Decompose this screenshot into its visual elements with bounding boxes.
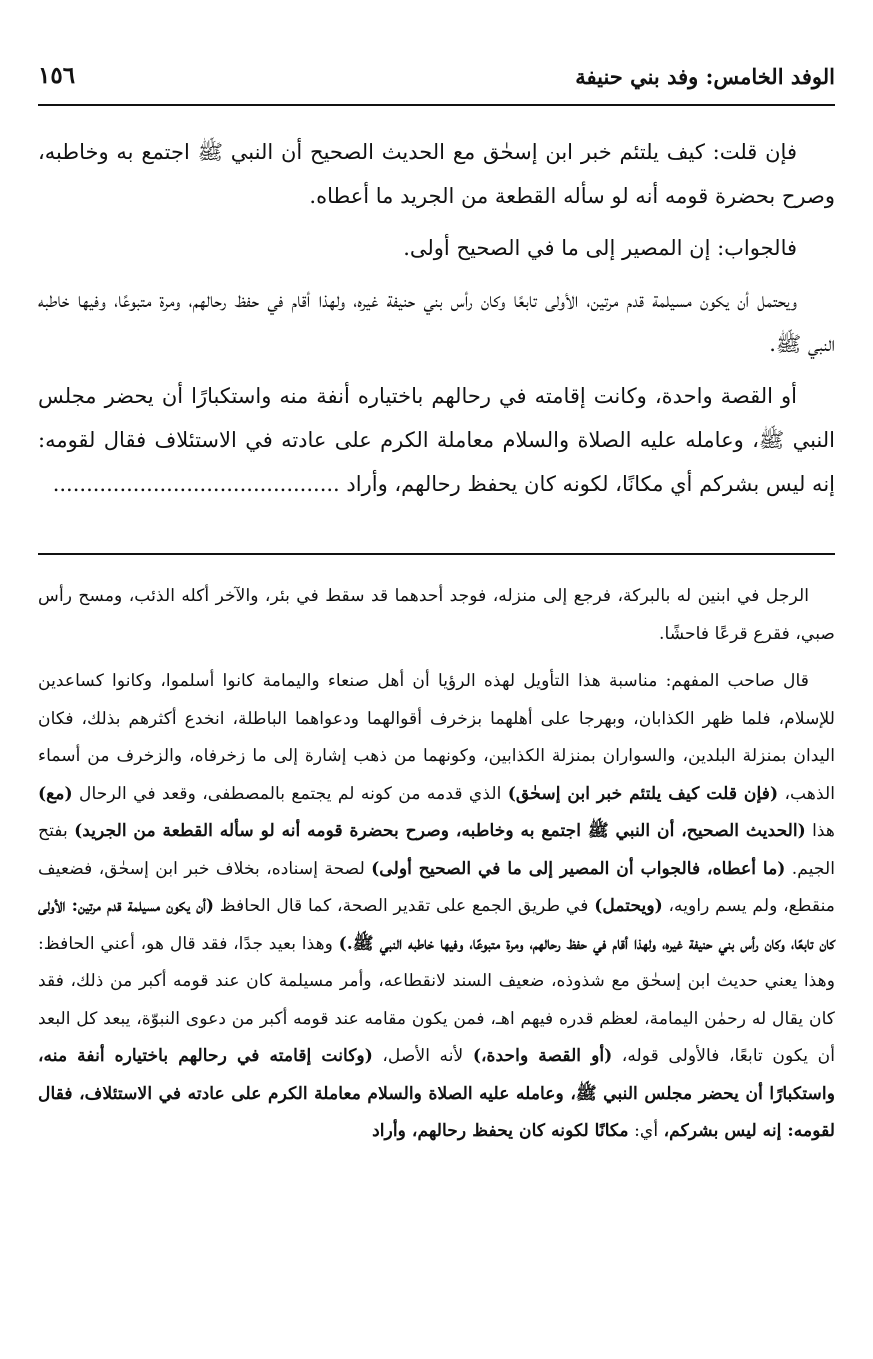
commentary-text-segment: وهذا بعيد جدًا، فقد قال هو، أعني الحافظ: وهذا يعني حديث ابن إسحٰق مع شذوذه، ضعيف السند لانقطاعه، وأمر مسيلمة كان عند قومه أكبر من ذلك، فقد كان يقال له رحمٰن اليمامة، لعظم قدره فيهم اهـ، فمن يكون مقامه عند قومه أكبر من دعوى النبوّة، يبعد كل البعد أن يكون تابعًا، فالأولى قوله، xyxy=(38,933,835,1066)
commentary-text-segment: لصحة إسناده، بخلاف خبر ابن إسحٰق، فضعيف منقطع، ولم يسم راويه، xyxy=(38,858,835,916)
running-title: الوفد الخامس: وفد بني حنيفة xyxy=(575,64,835,89)
commentary-quote: (فإن قلت كيف يلتئم خبر ابن إسحٰق) xyxy=(507,783,779,804)
main-paragraph-question: فإن قلت: كيف يلتئم خبر ابن إسحٰق مع الحديث الصحيح أن النبي ﷺ اجتمع به وخاطبه، وصرح بحضرة قومه أنه لو سأله القطعة من الجريد ما أعطاه. xyxy=(38,140,835,208)
commentary-quote: (ويحتمل) xyxy=(594,896,663,916)
commentary-quote: (مع) xyxy=(38,783,73,804)
commentary-text-segment: الذي قدمه من كونه لم يجتمع بالمصطفى، وقعد في الرحال xyxy=(72,783,508,804)
commentary-quote: (أو القصة واحدة،) xyxy=(472,1046,613,1066)
commentary-text-segment: بفتح الجيم. xyxy=(38,821,835,879)
commentary-text-segment: في طريق الجمع على تقدير الصحة، كما قال الحافظ xyxy=(214,896,595,916)
commentary-text-segment: هذا xyxy=(805,821,835,841)
main-paragraph-possibility: ويحتمل أن يكون مسيلمة قدم مرتين، الأولى تابعًا وكان رأس بني حنيفة غيره، ولهذا أقام في حفظ رحالهم، ومرة متبوعًا، وفيها خاطبه النبي ﷺ. xyxy=(38,288,835,356)
page-number: ١٥٦ xyxy=(38,62,76,89)
commentary-quote: (الحديث الصحيح، أن النبي ﷺ اجتمع به وخاطبه، وصرح بحضرة قومه أنه لو سأله القطعة من الجريد) xyxy=(74,821,806,841)
commentary-paragraph-2 xyxy=(38,663,835,1151)
commentary-quote: (وكانت إقامته في رحالهم باختياره أنفة منه، واستكبارًا أن يحضر مجلس النبي ﷺ، وعامله عليه الصلاة والسلام معاملة الكرم على عادته في الاستئلاف، فقال لقومه: إنه ليس بشركم، xyxy=(38,1046,835,1141)
commentary-text-segment: قال صاحب المفهم: مناسبة هذا التأويل لهذه الرؤيا أن أهل صنعاء واليمامة كانوا أسلموا، وكانوا كساعدين للإسلام، فلما ظهر الكذابان، وبهرجا على أهلهما بزخرف أقوالهما ودعواهما الباطلة، انخدع أكثرهم بذلك، فكان اليدان بمنزلة البلدين، والسواران بمنزلة الكذابين، وكونهما من ذهب إشارة إلى ما زخرفاه، والزخرف من أسماء الذهب، xyxy=(38,671,835,804)
main-paragraph-single-story xyxy=(38,374,835,506)
commentary-quote: (ما أعطاه، فالجواب أن المصير إلى ما في الصحيح أولى) xyxy=(371,858,786,879)
main-text xyxy=(38,130,835,514)
footnote-rule xyxy=(38,553,835,555)
main-paragraph-single-story-text: أو القصة واحدة، وكانت إقامته في رحالهم باختياره أنفة منه واستكبارًا أن يحضر مجلس النبي ﷺ، وعامله عليه الصلاة والسلام معاملة الكرم على عادته في الاستئلاف فقال لقومه: إنه ليس بشركم أي مكانًا، لكونه كان يحفظ رحالهم، وأراد xyxy=(38,384,835,496)
page-header xyxy=(38,56,835,100)
commentary-quote: (أن يكون مسيلمة قدم مرتين: الأولى كان تابعًا، وكان رأس بني حنيفة غيره، ولهذا أقام في حفظ رحالهم، ومرة متبوعًا، وفيها خاطبه النبي ﷺ.) xyxy=(38,896,835,954)
main-paragraph-answer: فالجواب: إن المصير إلى ما في الصحيح أولى. xyxy=(403,236,797,260)
commentary-paragraph-1: الرجل في ابنين له بالبركة، فرجع إلى منزله، فوجد أحدهما قد سقط في بئر، والآخر أكله الذئب، ومسح رأس صبي، فقرع قرعًا فاحشًا. xyxy=(38,586,835,644)
commentary-text-segment: لأنه الأصل، xyxy=(372,1046,473,1066)
commentary-text-segment: أي: xyxy=(628,1121,664,1141)
commentary-quote: مكانًا لكونه كان يحفظ رحالهم، وأراد xyxy=(372,1121,629,1141)
continuation-dots: ........................................... xyxy=(52,472,340,496)
commentary-text xyxy=(38,578,835,1161)
header-rule xyxy=(38,104,835,106)
